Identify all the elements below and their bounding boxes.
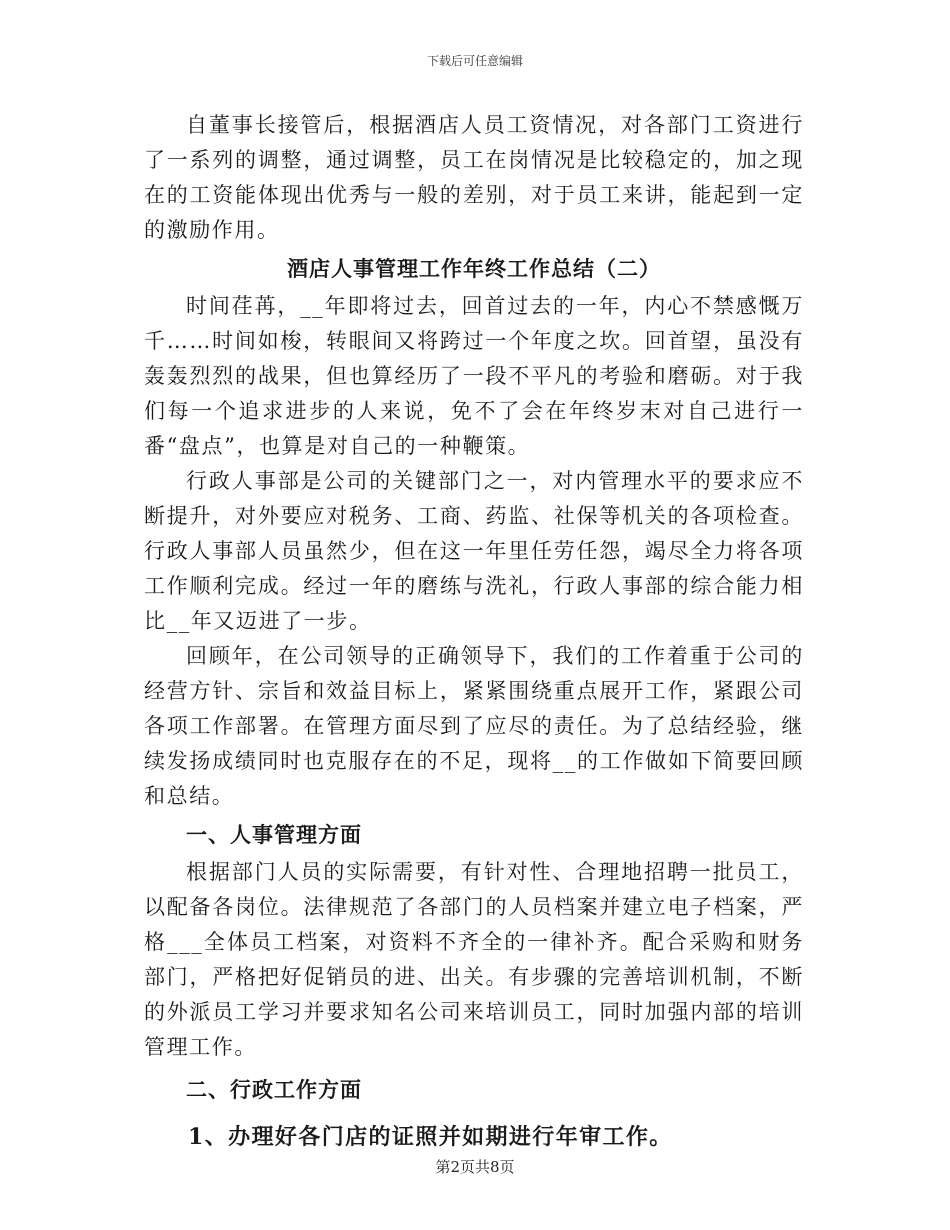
paragraph-review: 回顾年，在公司领导的正确领导下，我们的工作着重于公司的经营方针、宗旨和效益目标上，紧紧围绕重点展开工作，紧跟公司各项工作部署。在管理方面尽到了应尽的责任。为了总结经验，继续发扬成绩同时也克服存在的不足，现将__的工作做如下简要回顾和总结。 <box>144 644 804 808</box>
page-header: 下载后可任意编辑 <box>426 54 523 68</box>
page-number: 第2页共8页 <box>435 1158 515 1176</box>
document-title: 酒店人事管理工作年终工作总结（二） <box>287 256 661 281</box>
paragraph-intro: 时间荏苒，__年即将过去，回首过去的一年，内心不禁感慨万千……时间如梭，转眼间又将跨过一个年度之坎。回首望，虽没有轰轰烈烈的战果，但也算经历了一段不平凡的考验和磨砺。对于我们每一个追求进步的人来说，免不了会在年终岁末对自己进行一番“盘点”，也算是对自己的一种鞭策。 <box>144 294 804 458</box>
paragraph-department: 行政人事部是公司的关键部门之一，对内管理水平的要求应不断提升，对外要应对税务、工商、药监、社保等机关的各项检查。行政人事部人员虽然少，但在这一年里任劳任怨，竭尽全力将各项工作顺利完成。经过一年的磨练与洗礼，行政人事部的综合能力相比__年又迈进了一步。 <box>144 469 804 633</box>
document-body <box>144 108 804 1159</box>
section-heading-personnel: 一、人事管理方面 <box>186 822 362 847</box>
section-heading-admin: 二、行政工作方面 <box>186 1077 362 1102</box>
paragraph-salary-adjustment: 自董事长接管后，根据酒店人员工资情况，对各部门工资进行了一系列的调整，通过调整，员工在岗情况是比较稳定的，加之现在的工资能体现出优秀与一般的差别，对于员工来讲，能起到一定的激励作用。 <box>144 113 804 242</box>
subsection-heading-licenses: 1、办理好各门店的证照并如期进行年审工作。 <box>188 1124 673 1150</box>
paragraph-personnel: 根据部门人员的实际需要，有针对性、合理地招聘一批员工，以配备各岗位。法律规范了各部门的人员档案并建立电子档案，严格___全体员工档案，对资料不齐全的一律补齐。配合采购和财务部门，严格把好促销员的进、出关。有步骤的完善培训机制，不断的外派员工学习并要求知名公司来培训员工，同时加强内部的培训管理工作。 <box>144 860 804 1059</box>
